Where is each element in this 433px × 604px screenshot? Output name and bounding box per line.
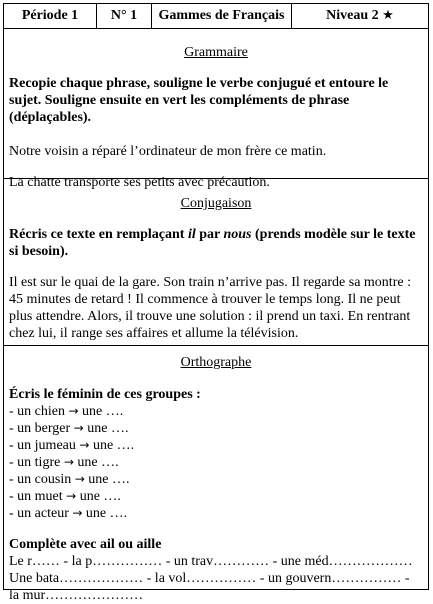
star-icon: ★ [382, 8, 394, 23]
header-table [4, 4, 428, 29]
list-item: - un acteur → une …. [9, 506, 128, 521]
arrow-icon: → [68, 404, 79, 418]
list-item: - un jumeau → une …. [9, 438, 135, 453]
grammaire-title: Grammaire [184, 45, 248, 60]
conjugaison-text: Il est sur le quai de la gare. Son train n’arrive pas. Il regarde sa montre : 45 minutes de retard ! Il commence à trouver le temps long. Il ne peut plus attendre. Alors, il trouve une solution : il prend un taxi. En rentrant chez lui, il range ses affaires et allume la télévision. [9, 275, 411, 341]
numero-label: N° 1 [96, 4, 151, 28]
conjugaison-section [4, 180, 428, 346]
niveau-cell [291, 4, 428, 28]
feminin-list [9, 403, 422, 522]
grammaire-sentence-1: Notre voisin a réparé l’ordinateur de mon frère ce matin. [9, 144, 327, 159]
worksheet-title: Gammes de Français [151, 4, 291, 28]
periode-label: Période 1 [21, 8, 79, 23]
list-item: - un muet → une …. [9, 489, 121, 504]
arrow-icon: → [72, 506, 83, 520]
arrow-icon: → [66, 489, 77, 503]
pronoun-nous: nous [223, 227, 252, 242]
pronoun-il: il [187, 227, 196, 242]
orthographe-title: Orthographe [180, 355, 252, 370]
orthographe-instruction-1: Écris le féminin de ces groupes : [9, 387, 201, 402]
grammaire-sentence-2: La chatte transporte ses petits avec précaution. [9, 175, 270, 190]
arrow-icon: → [74, 472, 85, 486]
arrow-icon: → [63, 455, 74, 469]
instruction-end: (prends modèle sur le texte si besoin). [9, 227, 416, 259]
conjugaison-title: Conjugaison [180, 196, 252, 211]
list-item: - un cousin → une …. [9, 472, 130, 487]
arrow-icon: → [79, 438, 90, 452]
grammaire-section [4, 29, 428, 190]
instruction-start: Récris ce texte en remplaçant [9, 227, 188, 242]
grammaire-instruction: Recopie chaque phrase, souligne le verbe conjugué et entoure le sujet. Souligne ensuite en vert les compléments de phrase (déplaçables). [9, 76, 389, 125]
list-item: - un berger → une …. [9, 421, 129, 436]
orthographe-section [4, 347, 428, 603]
list-item: - un tigre → une …. [9, 455, 119, 470]
fill-in-text: Le r…… - la p…………… - un trav………… - une méd……………… Une bata……………… - la vol…………… - un gouvern…………… - la mur………………… [9, 554, 413, 603]
orthographe-instruction-2: Complète avec ail ou aille [9, 537, 162, 552]
worksheet [3, 3, 429, 603]
niveau-label: Niveau 2 [326, 8, 379, 23]
instruction-mid: par [195, 227, 224, 242]
list-item: - un chien → une …. [9, 404, 124, 419]
arrow-icon: → [73, 421, 84, 435]
conjugaison-instruction [9, 226, 422, 260]
